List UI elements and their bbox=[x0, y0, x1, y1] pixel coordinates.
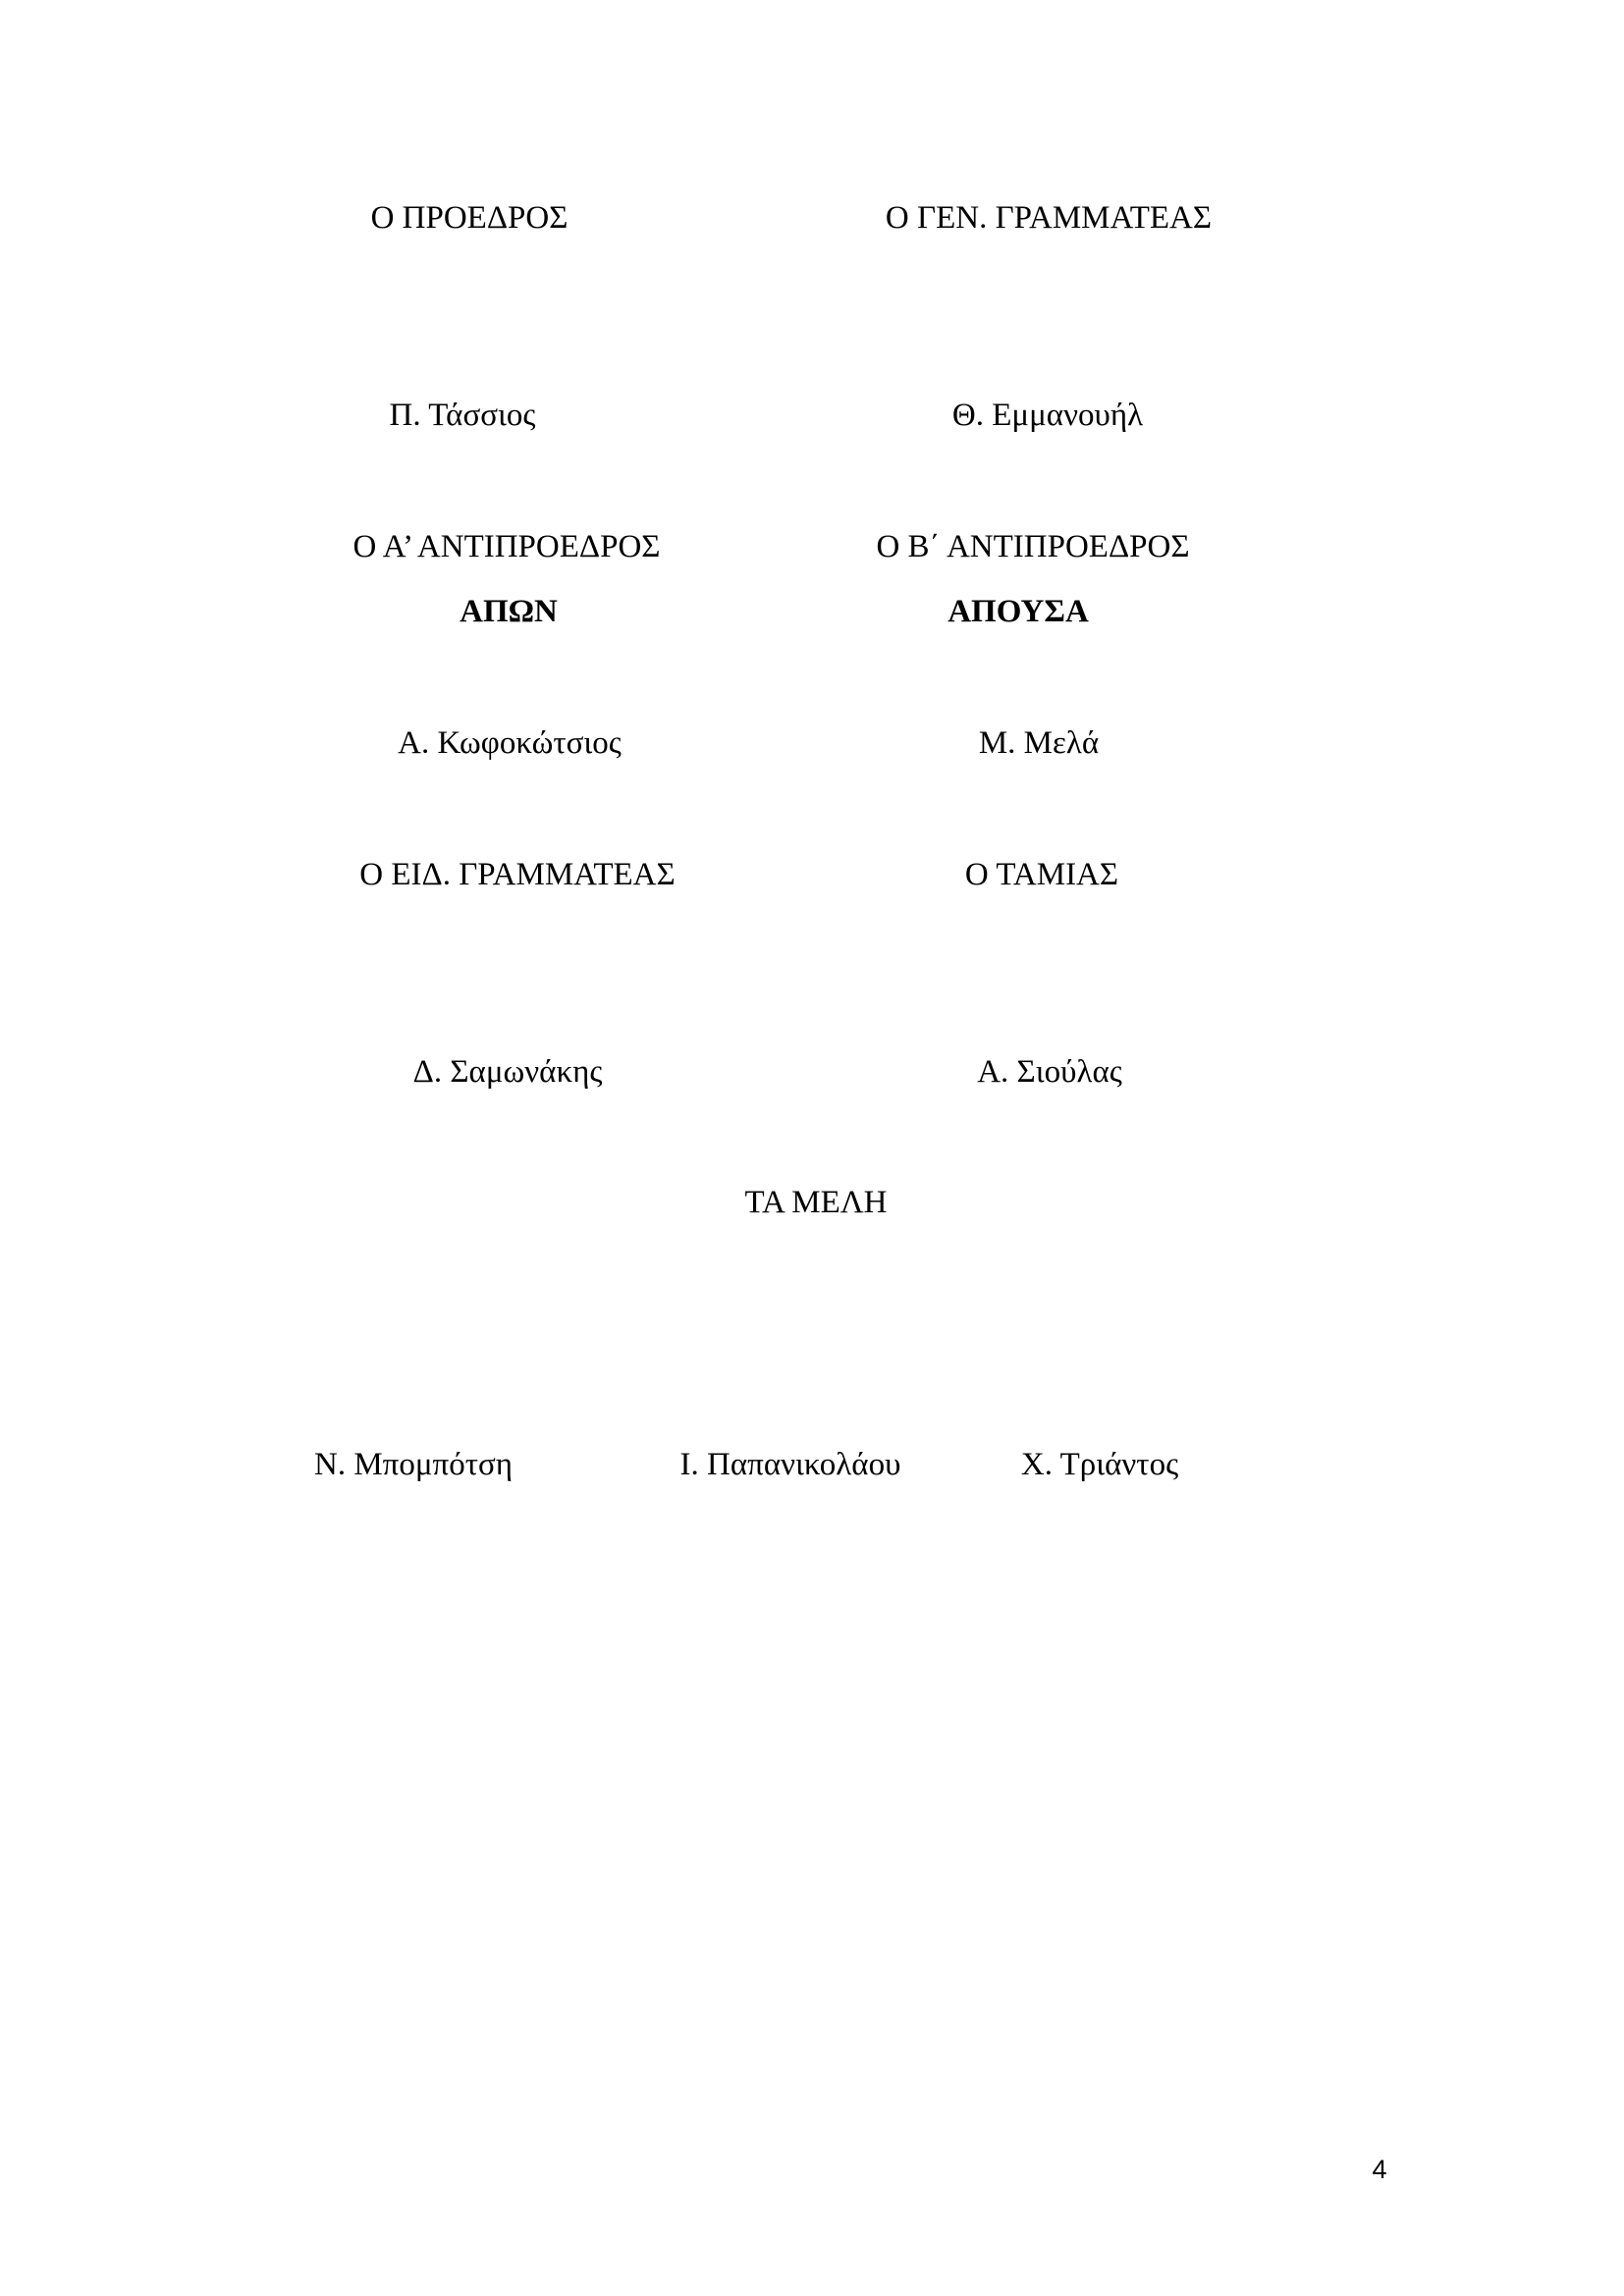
president-role: Ο ΠΡΟΕΔΡΟΣ bbox=[370, 200, 568, 236]
second-vice-president-name: Μ. Μελά bbox=[978, 725, 1100, 761]
treasurer-name: Α. Σιούλας bbox=[977, 1054, 1122, 1090]
second-vice-president-role: Ο Β΄ ΑΝΤΙΠΡΟΕΔΡΟΣ bbox=[876, 529, 1190, 564]
general-secretary-role: Ο ΓΕΝ. ΓΡΑΜΜΑΤΕΑΣ bbox=[885, 200, 1213, 236]
president-name: Π. Τάσσιος bbox=[389, 398, 536, 433]
special-secretary-role: Ο ΕΙΔ. ΓΡΑΜΜΑΤΕΑΣ bbox=[359, 857, 676, 892]
treasurer-role: Ο ΤΑΜΙΑΣ bbox=[964, 857, 1119, 892]
page-number: 4 bbox=[1372, 2155, 1387, 2184]
members-heading: ΤΑ ΜΕΛΗ bbox=[744, 1185, 888, 1220]
member-name: Χ. Τριάντος bbox=[1020, 1447, 1179, 1482]
general-secretary-name: Θ. Εμμανουήλ bbox=[951, 398, 1144, 433]
second-vice-president-status: ΑΠΟΥΣΑ bbox=[947, 594, 1089, 629]
first-vice-president-name: Α. Κωφοκώτσιος bbox=[398, 725, 622, 761]
member-name: Ι. Παπανικολάου bbox=[679, 1447, 901, 1482]
member-name: Ν. Μπομπότση bbox=[314, 1447, 513, 1482]
first-vice-president-status: ΑΠΩΝ bbox=[460, 594, 558, 629]
special-secretary-name: Δ. Σαμωνάκης bbox=[412, 1054, 603, 1090]
first-vice-president-role: Ο Α’ ΑΝΤΙΠΡΟΕΔΡΟΣ bbox=[352, 529, 661, 564]
